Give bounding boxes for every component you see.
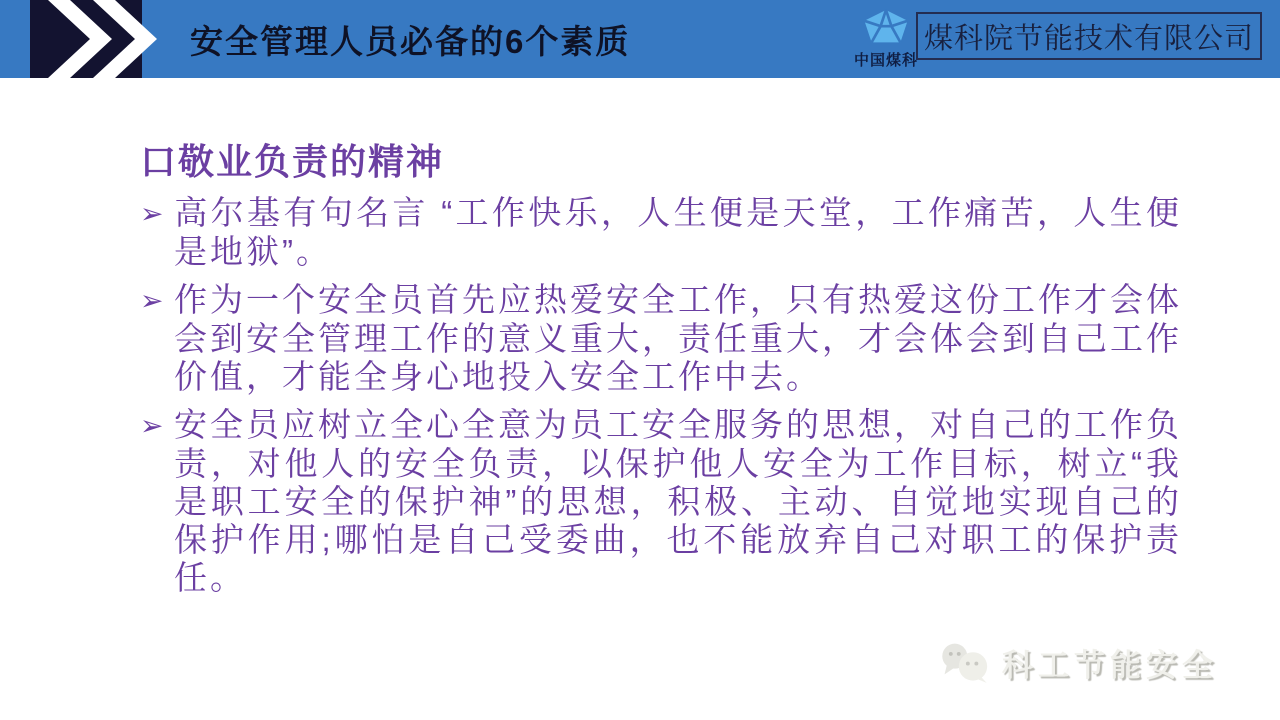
bullet-paragraph (140, 281, 1182, 396)
section-heading: 口敬业负责的精神 (140, 141, 445, 182)
logo-brand-text: 中国煤科 (853, 52, 918, 69)
coal-gem-logo-icon (859, 8, 913, 48)
bullet-text: 高尔基有句名言 “工作快乐，人生便是天堂，工作痛苦，人生便是地狱”。 (174, 194, 1182, 270)
bullet-text: 安全员应树立全心全意为员工安全服务的思想，对自己的工作负责，对他人的安全负责，以保护他人安全为工作目标，树立“我是职工安全的保护神”的思想，积极、主动、自觉地实现自己的保护作用;哪怕是自己受委曲，也不能放弃自己对职工的保护责任。 (174, 406, 1182, 596)
slide-body (140, 140, 1182, 607)
bullet-arrow-icon: ➢ (140, 410, 167, 441)
company-name-box (916, 12, 1262, 60)
bullet-paragraph (140, 194, 1182, 271)
watermark (940, 640, 1218, 685)
chevron-decoration-icon (0, 0, 170, 78)
wechat-icon (940, 642, 990, 684)
company-logo (845, 8, 927, 70)
bullet-paragraph (140, 406, 1182, 597)
bullet-arrow-icon: ➢ (140, 285, 167, 316)
bullet-text: 作为一个安全员首先应热爱安全工作，只有热爱这份工作才会体会到安全管理工作的意义重大，责任重大，才会体会到自己工作价值，才能全身心地投入安全工作中去。 (174, 281, 1182, 395)
watermark-text: 科工节能安全 (1002, 648, 1218, 683)
header-bar (0, 0, 1280, 78)
company-name-text: 煤科院节能技术有限公司 (923, 22, 1254, 55)
bullet-arrow-icon: ➢ (140, 198, 167, 229)
page-title: 安全管理人员必备的6个素质 (190, 22, 631, 60)
